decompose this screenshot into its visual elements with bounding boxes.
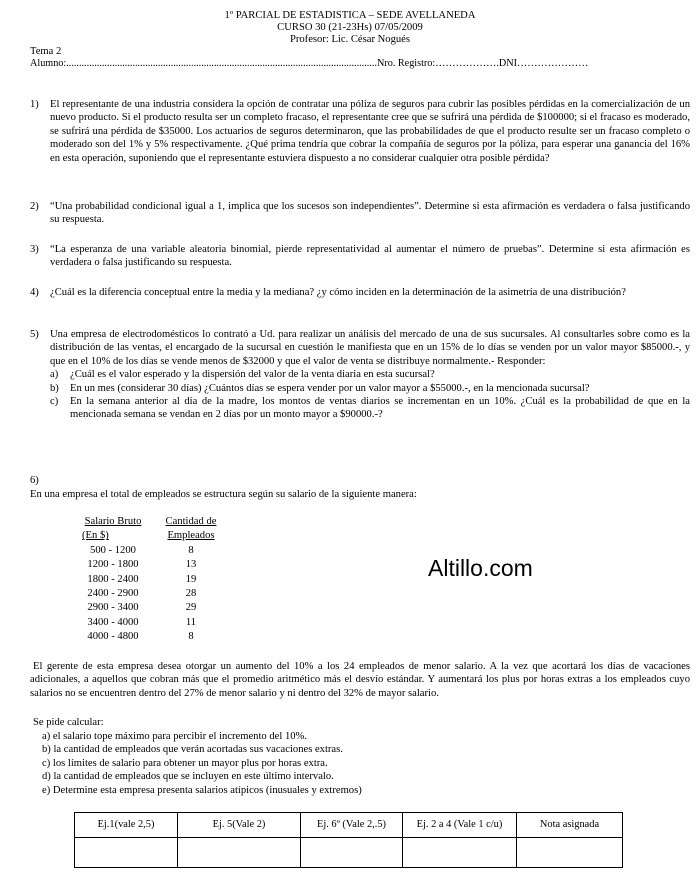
question-number: 2)	[30, 201, 39, 212]
table-row	[70, 630, 226, 644]
list-item: c) los límites de salario para obtener un mayor plus por horas extra.	[42, 757, 328, 769]
table-row	[70, 601, 226, 615]
list-item: a) el salario tope máximo para percibir el incremento del 10%.	[42, 731, 308, 742]
question-3	[30, 243, 690, 270]
watermark-text: Altillo.com	[428, 555, 533, 581]
question-6-intro: En una empresa el total de empleados se estructura según su salario de la siguiente manera:	[30, 489, 417, 500]
sub-question-c	[50, 395, 690, 422]
tema-label: Tema 2	[30, 46, 62, 57]
student-info-line: Alumno:..........................................................................................................................Nro. Registro:……………….DNI…………………	[30, 58, 589, 69]
count-cell: 19	[185, 573, 197, 585]
range-cell: 1200 - 1800	[87, 559, 139, 571]
count-cell: 11	[185, 616, 197, 628]
table-row	[70, 587, 226, 601]
grade-cell[interactable]	[403, 838, 517, 868]
question-2	[30, 200, 690, 227]
count-cell: 8	[188, 631, 194, 643]
table-row	[70, 573, 226, 587]
question-6-items	[42, 730, 682, 797]
range-cell: 500 - 1200	[90, 544, 136, 556]
table-row	[70, 616, 226, 630]
grade-header: Ej. 2 a 4 (Vale 1 c/u)	[403, 813, 517, 838]
grade-header: Ej.1(vale 2,5)	[75, 813, 178, 838]
header-salary: Salario Bruto	[84, 516, 142, 527]
question-number: 5)	[30, 329, 39, 340]
sub-text: En un mes (considerar 30 días) ¿Cuántos días se espera vender por un valor mayor a $55000.-, en la mencionada sucursal?	[70, 382, 590, 394]
table-row	[70, 558, 226, 572]
question-6-paragraph: El gerente de esta empresa desea otorgar un aumento del 10% a los 24 empleados de menor salario. A la vez que acortará los días de vacaciones adicionales, a aquellos que cobran más que el promedio aritmético más el desvío estándar. Y aumentará los plus por horas extras a los empleados cuyo salarios no se encuentren dentro del 27% de menor salario y ni dentro del 32% de mayor salario.	[30, 661, 690, 699]
range-cell: 2900 - 3400	[87, 602, 139, 614]
question-text: “La esperanza de una variable aleatoria binomial, pierde representatividad al aumentar el número de pruebas”. Determine si esta afirmación es verdadera o falsa justificando su respuesta.	[50, 244, 690, 269]
header-salary-unit: (En $)	[82, 530, 109, 542]
range-cell: 3400 - 4000	[87, 616, 139, 628]
question-text: ¿Cuál es la diferencia conceptual entre la media y la mediana? ¿y cómo inciden en la determinación de la asimetría de una distribución?	[50, 287, 626, 298]
sub-text: En la semana anterior al día de la madre, los montos de ventas diarios se incrementan en un 10%. ¿Cuál es la probabilidad de que en la mencionada semana se vendan en 2 días por un monto mayor a $90000.-?	[70, 396, 690, 421]
header-count: Cantidad de	[165, 516, 217, 527]
question-number: 1)	[30, 99, 39, 110]
question-text: Una empresa de electrodomésticos lo contrató a Ud. para realizar un análisis del mercado de una de sus sucursales. Al consultarles sobre como es la distribución de las ventas, el encargado de la sucursal en cuestión le manifiesta que en un 15% de lo días se venden por un valor mayor $85000.-, y que en el 10% de los días se vende menos de $32000 y que el valor de venta se distribuye normalmente.- Responder:	[50, 329, 690, 367]
grade-header: Ej. 5(Vale 2)	[178, 813, 301, 838]
se-pide-label: Se pide calcular:	[33, 717, 104, 728]
range-cell: 1800 - 2400	[87, 573, 139, 585]
count-cell: 8	[188, 544, 194, 556]
range-cell: 4000 - 4800	[87, 631, 139, 643]
grade-header: Nota asignada	[517, 813, 623, 838]
sub-question-a	[50, 368, 690, 381]
question-text: El representante de una industria considera la opción de contratar una póliza de seguros para cubrir las posibles pérdidas en la comercialización de un nuevo producto. Si el producto resulta ser un completo fracaso, el representante cree que se sufrirá una pérdida de $100000; si el fracaso es moderado, se sufrirá una pérdida de $35000. Los actuarios de seguros determinaron, que las probabilidades de que el producto resulte ser un fracaso completo o moderado son del 1% y 5% respectivamente. ¿Qué prima tendría que cobrar la compañía de seguros por la póliza, para esperar una ganancia del 16% en esta operación, suponiendo que el representante estuviera dispuesto a no considerar cualquier otra posible pérdida?	[50, 99, 690, 164]
grade-cell[interactable]	[301, 838, 403, 868]
count-cell: 28	[185, 588, 197, 600]
question-5	[30, 328, 690, 422]
question-1	[30, 98, 690, 165]
question-4	[30, 286, 690, 299]
salary-table	[70, 515, 226, 645]
list-item: e) Determine esta empresa presenta salarios atípicos (inusuales y extremos)	[42, 784, 362, 796]
count-cell: 13	[185, 559, 197, 571]
question-6-number: 6)	[30, 475, 39, 486]
list-item: b) la cantidad de empleados que verán acortadas sus vacaciones extras.	[42, 744, 343, 756]
sub-label: b)	[50, 382, 59, 394]
header-count-unit: Empleados	[167, 530, 215, 542]
range-cell: 2400 - 2900	[87, 588, 139, 600]
grade-cell[interactable]	[178, 838, 301, 868]
course-line: CURSO 30 (21-23Hs) 07/05/2009	[277, 22, 423, 33]
grade-cell[interactable]	[75, 838, 178, 868]
sub-label: c)	[50, 396, 59, 408]
sub-question-b	[50, 382, 690, 395]
sub-label: a)	[50, 369, 59, 381]
list-item: d) la cantidad de empleados que se incluyen en este último intervalo.	[42, 771, 334, 783]
question-number: 4)	[30, 287, 39, 298]
grade-header: Ej. 6º (Vale 2,.5)	[301, 813, 403, 838]
question-text: “Una probabilidad condicional igual a 1, implica que los sucesos son independientes”. Determine si esta afirmación es verdadera o falsa justificando su respuesta.	[50, 201, 690, 226]
count-cell: 29	[185, 602, 197, 614]
professor-line: Profesor: Lic. César Nogués	[289, 34, 411, 45]
table-row	[70, 544, 226, 558]
grade-table	[74, 812, 623, 868]
question-number: 3)	[30, 244, 39, 255]
sub-text: ¿Cuál es el valor esperado y la dispersión del valor de la venta diaria en esta sucursal?	[70, 369, 435, 381]
grade-cell[interactable]	[517, 838, 623, 868]
exam-title: 1º PARCIAL DE ESTADISTICA – SEDE AVELLANEDA	[224, 10, 476, 21]
